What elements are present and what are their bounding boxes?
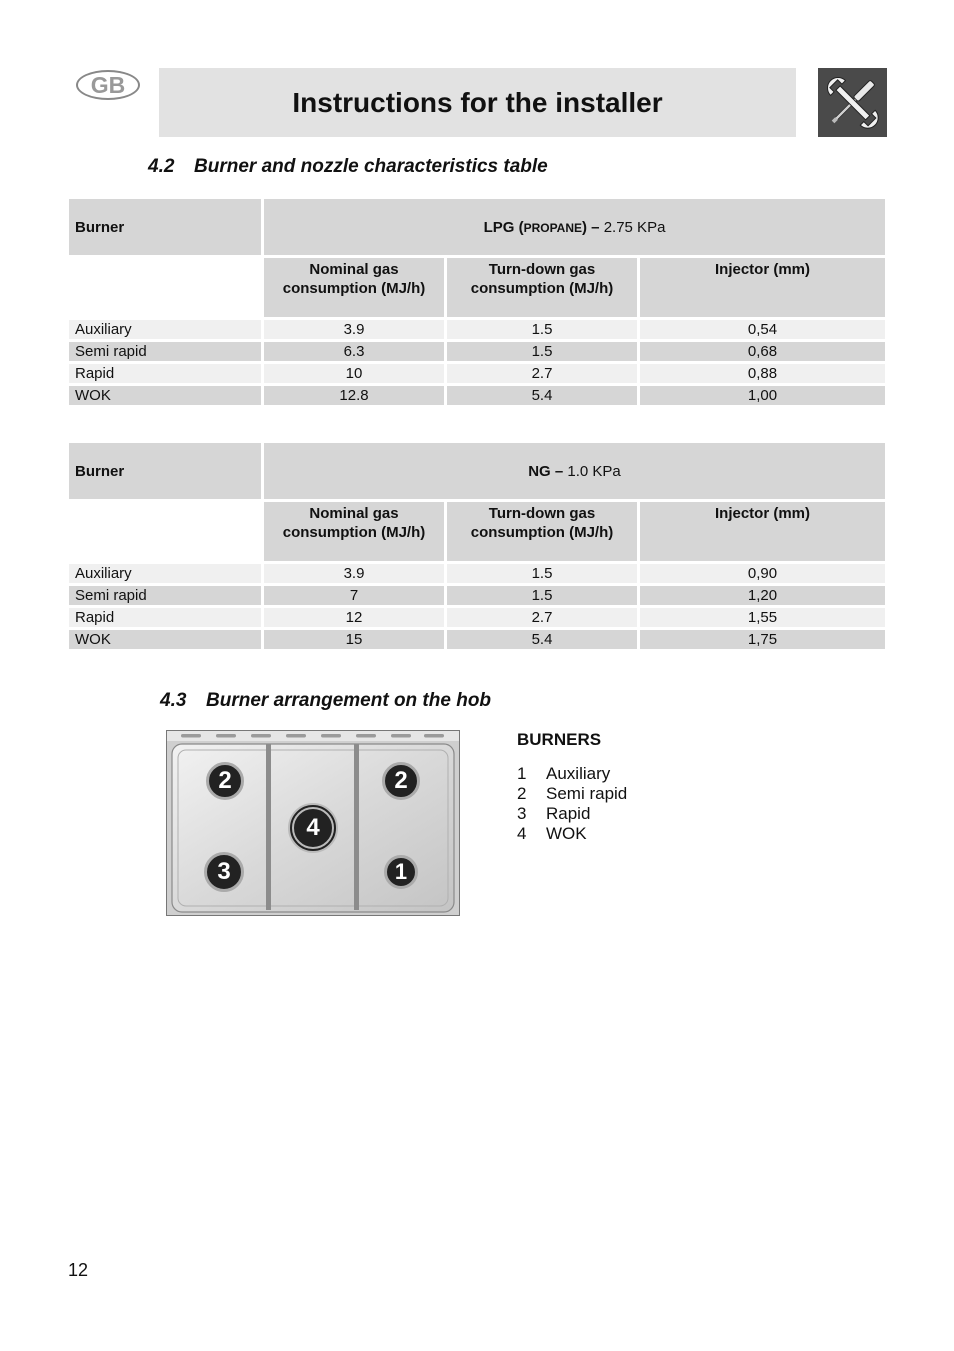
injector-value: 1,75 — [640, 630, 885, 649]
gas-type-header — [264, 443, 885, 499]
blank-cell — [69, 258, 261, 317]
burner-marker: 2 — [206, 762, 244, 800]
burner-marker-wok: 4 — [288, 803, 338, 853]
burner-marker: 1 — [384, 855, 418, 889]
table-row — [69, 386, 885, 405]
ng-burner-table — [66, 440, 888, 652]
injector-value: 0,88 — [640, 364, 885, 383]
gas-type-header — [264, 199, 885, 255]
legend-item — [517, 784, 627, 804]
turndown-value: 2.7 — [447, 364, 637, 383]
burner-name: Rapid — [69, 608, 261, 627]
legend-number: 4 — [517, 824, 527, 843]
lpg-burner-table — [66, 196, 888, 408]
table-row — [69, 608, 885, 627]
burner-name: WOK — [69, 386, 261, 405]
nominal-value: 6.3 — [264, 342, 444, 361]
section-title: Burner and nozzle characteristics table — [194, 156, 548, 177]
section-heading-4-3 — [160, 690, 491, 712]
gas-name-propane: PROPANE — [523, 220, 583, 235]
injector-value: 0,68 — [640, 342, 885, 361]
legend-label: Auxiliary — [546, 764, 611, 783]
gas-name: NG – — [528, 462, 564, 480]
table-row — [69, 630, 885, 649]
nominal-value: 7 — [264, 586, 444, 605]
turndown-consumption-header: Turn-down gas consumption (MJ/h) — [447, 502, 637, 561]
legend-title: BURNERS — [517, 730, 602, 749]
turndown-value: 5.4 — [447, 630, 637, 649]
injector-value: 0,54 — [640, 320, 885, 339]
injector-value: 1,00 — [640, 386, 885, 405]
legend-number: 2 — [517, 784, 527, 803]
nominal-value: 15 — [264, 630, 444, 649]
section-number: 4.3 — [160, 690, 187, 711]
legend-label: Semi rapid — [546, 784, 628, 803]
turndown-value: 1.5 — [447, 342, 637, 361]
injector-value: 1,20 — [640, 586, 885, 605]
hob-diagram — [166, 730, 460, 916]
section-number: 4.2 — [148, 156, 175, 177]
turndown-value: 1.5 — [447, 586, 637, 605]
turndown-value: 1.5 — [447, 564, 637, 583]
turndown-consumption-header: Turn-down gas consumption (MJ/h) — [447, 258, 637, 317]
nominal-value: 12.8 — [264, 386, 444, 405]
injector-value: 1,55 — [640, 608, 885, 627]
blank-cell — [69, 502, 261, 561]
burner-name: Rapid — [69, 364, 261, 383]
page-title: Instructions for the installer — [292, 86, 663, 118]
nominal-value: 3.9 — [264, 320, 444, 339]
section-heading-4-2 — [148, 156, 548, 178]
table-row — [69, 320, 885, 339]
language-badge: GB — [76, 70, 140, 100]
burner-name: Semi rapid — [69, 342, 261, 361]
turndown-value: 1.5 — [447, 320, 637, 339]
section-title: Burner arrangement on the hob — [206, 690, 492, 711]
tools-icon — [818, 68, 887, 137]
nominal-value: 12 — [264, 608, 444, 627]
legend-item — [517, 824, 627, 844]
burner-marker: 3 — [204, 852, 244, 892]
burner-name: Semi rapid — [69, 586, 261, 605]
table-row — [69, 364, 885, 383]
burner-column-header: Burner — [69, 443, 261, 499]
table-row — [69, 342, 885, 361]
table-row — [69, 564, 885, 583]
burner-marker: 2 — [382, 762, 420, 800]
burner-name: WOK — [69, 630, 261, 649]
turndown-value: 5.4 — [447, 386, 637, 405]
nominal-consumption-header: Nominal gas consumption (MJ/h) — [264, 502, 444, 561]
title-bar — [159, 68, 796, 137]
gas-name: LPG ( — [483, 218, 524, 236]
legend-item — [517, 764, 627, 784]
legend-number: 1 — [517, 764, 527, 783]
injector-header: Injector (mm) — [640, 258, 885, 317]
nominal-value: 10 — [264, 364, 444, 383]
legend-label: Rapid — [546, 804, 591, 823]
gas-pressure: 1.0 KPa — [563, 462, 621, 480]
table-row — [69, 586, 885, 605]
nominal-value: 3.9 — [264, 564, 444, 583]
turndown-value: 2.7 — [447, 608, 637, 627]
burner-column-header: Burner — [69, 199, 261, 255]
legend-label: WOK — [546, 824, 587, 843]
nominal-consumption-header: Nominal gas consumption (MJ/h) — [264, 258, 444, 317]
gas-pressure: 2.75 KPa — [599, 218, 666, 236]
page-number: 12 — [68, 1260, 89, 1280]
legend-number: 3 — [517, 804, 527, 823]
gas-suffix: ) – — [582, 218, 600, 236]
burner-name: Auxiliary — [69, 564, 261, 583]
burner-name: Auxiliary — [69, 320, 261, 339]
burners-legend — [517, 730, 627, 844]
legend-item — [517, 804, 627, 824]
injector-header: Injector (mm) — [640, 502, 885, 561]
injector-value: 0,90 — [640, 564, 885, 583]
